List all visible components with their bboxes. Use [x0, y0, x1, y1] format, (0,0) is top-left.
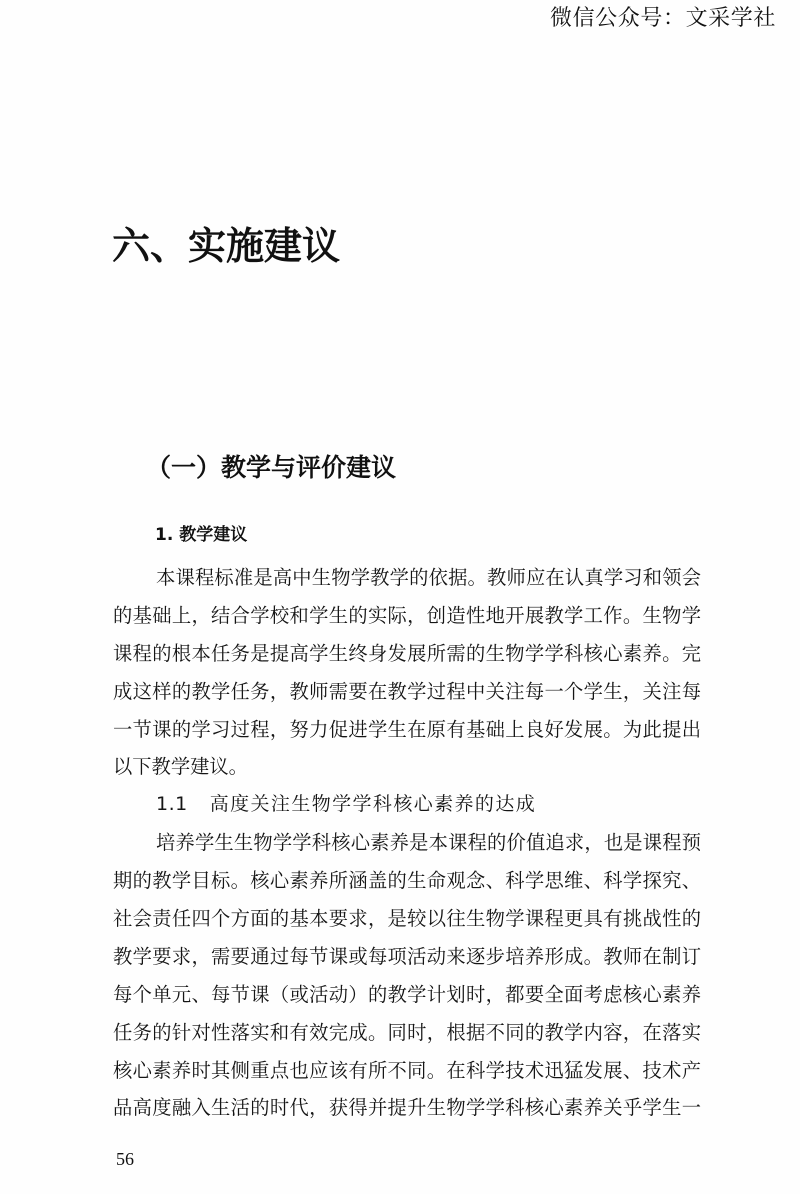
chapter-title: 六、实施建议 — [112, 223, 341, 268]
paragraph-line: 教学要求，需要通过每节课或每项活动来逐步培养形成。教师在制订 — [113, 944, 701, 968]
paragraph-line: 社会责任四个方面的基本要求，是较以往生物学课程更具有挑战性的 — [113, 907, 701, 931]
subsection-title: 1. 教学建议 — [155, 525, 248, 545]
paragraph-line: 每个单元、每节课（或活动）的教学计划时，都要全面考虑核心素养 — [113, 982, 701, 1006]
section-title: （一）教学与评价建议 — [146, 453, 397, 482]
body-text — [113, 559, 701, 1127]
paragraph-line: 期的教学目标。核心素养所涵盖的生命观念、科学思维、科学探究、 — [113, 869, 701, 893]
paragraph-line: 的基础上，结合学校和学生的实际，创造性地开展教学工作。生物学 — [113, 603, 701, 627]
paragraph-line: 任务的针对性落实和有效完成。同时，根据不同的教学内容，在落实 — [113, 1020, 701, 1044]
paragraph-line: 品高度融入生活的时代，获得并提升生物学学科核心素养关乎学生一 — [113, 1096, 701, 1120]
paragraph-line: 以下教学建议。 — [113, 755, 248, 779]
paragraph-line: 培养学生生物学学科核心素养是本课程的价值追求，也是课程预 — [156, 831, 701, 855]
item-title: 高度关注生物学学科核心素养的达成 — [209, 793, 537, 816]
paragraph-1 — [113, 559, 701, 786]
paragraph-line: 本课程标准是高中生物学教学的依据。教师应在认真学习和领会 — [156, 566, 701, 589]
item-heading — [113, 786, 701, 824]
paragraph-line: 课程的根本任务是提高学生终身发展所需的生物学学科核心素养。完 — [113, 641, 701, 665]
paragraph-line: 核心素养时其侧重点也应该有所不同。在科学技术迅猛发展、技术产 — [113, 1058, 701, 1082]
paragraph-line: 成这样的教学任务，教师需要在教学过程中关注每一个学生，关注每 — [113, 679, 701, 703]
account-label: 微信公众号：文采学社 — [549, 6, 776, 31]
page-number: 56 — [116, 1149, 134, 1169]
paragraph-line: 一节课的学习过程，努力促进学生在原有基础上良好发展。为此提出 — [113, 717, 701, 741]
item-number: 1.1 — [156, 793, 188, 816]
paragraph-2 — [113, 824, 701, 1127]
